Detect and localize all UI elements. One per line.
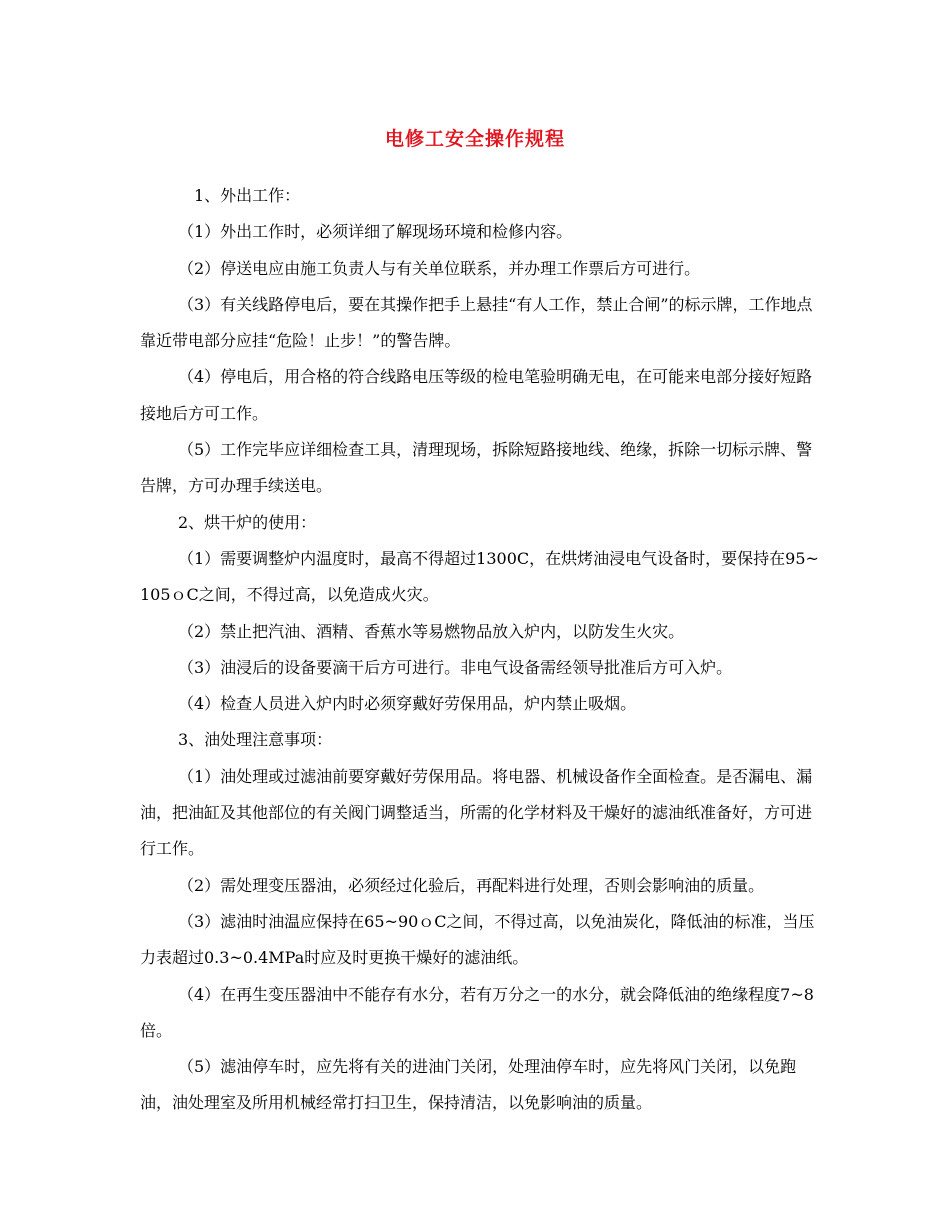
document-title: 电修工安全操作规程 bbox=[384, 128, 565, 150]
paragraph: （3）油浸后的设备要滴干后方可进行。非电气设备需经领导批准后方可入炉。 bbox=[178, 657, 733, 677]
paragraph: （3）滤油时油温应保持在65~90ｏC之间，不得过高，以免油炭化，降低油的标准，当压力表超过0.3~0.4MPa时应及时更换干燥好的滤油纸。 bbox=[140, 911, 815, 968]
paragraph: （5）滤油停车时，应先将有关的进油门关闭，处理油停车时，应先将风门关闭，以免跑油，油处理室及所用机械经常打扫卫生，保持清洁，以免影响油的质量。 bbox=[140, 1057, 797, 1113]
document-body bbox=[140, 178, 820, 1122]
paragraph: （1）油处理或过滤油前要穿戴好劳保用品。将电器、机械设备作全面检查。是否漏电、漏油，把油缸及其他部位的有关阀门调整适当，所需的化学材料及干燥好的滤油纸准备好，方可进行工作。 bbox=[140, 766, 813, 859]
section-heading-oil-processing: 3、油处理注意事项： bbox=[178, 730, 333, 750]
paragraph: （3）有关线路停电后，要在其操作把手上悬挂“有人工作，禁止合闸”的标示牌，工作地点靠近带电部分应挂“危险！止步！”的警告牌。 bbox=[140, 294, 813, 351]
paragraph: （2）停送电应由施工负责人与有关单位联系，并办理工作票后方可进行。 bbox=[178, 258, 701, 278]
section-heading-outside-work: 1、外出工作： bbox=[178, 186, 301, 205]
paragraph: （5）工作完毕应详细检查工具，清理现场，拆除短路接地线、绝缘，拆除一切标示牌、警告牌，方可办理手续送电。 bbox=[140, 440, 813, 496]
paragraph: （2）禁止把汽油、酒精、香蕉水等易燃物品放入炉内，以防发生火灾。 bbox=[178, 621, 685, 641]
paragraph: （2）需处理变压器油，必须经过化验后，再配料进行处理，否则会影响油的质量。 bbox=[178, 875, 765, 895]
section-heading-drying-oven: 2、烘干炉的使用： bbox=[178, 512, 317, 532]
paragraph: （1）需要调整炉内温度时，最高不得超过1300C，在烘烤油浸电气设备时，要保持在95~105ｏC之间，不得过高，以免造成火灾。 bbox=[140, 548, 819, 605]
paragraph: （1）外出工作时，必须详细了解现场环境和检修内容。 bbox=[178, 222, 573, 242]
paragraph: （4）在再生变压器油中不能存有水分，若有万分之一的水分，就会降低油的绝缘程度7~8倍。 bbox=[140, 984, 814, 1040]
paragraph: （4）停电后，用合格的符合线路电压等级的检电笔验明确无电，在可能来电部分接好短路接地后方可工作。 bbox=[140, 367, 813, 423]
paragraph: （4）检查人员进入炉内时必须穿戴好劳保用品，炉内禁止吸烟。 bbox=[178, 694, 637, 714]
